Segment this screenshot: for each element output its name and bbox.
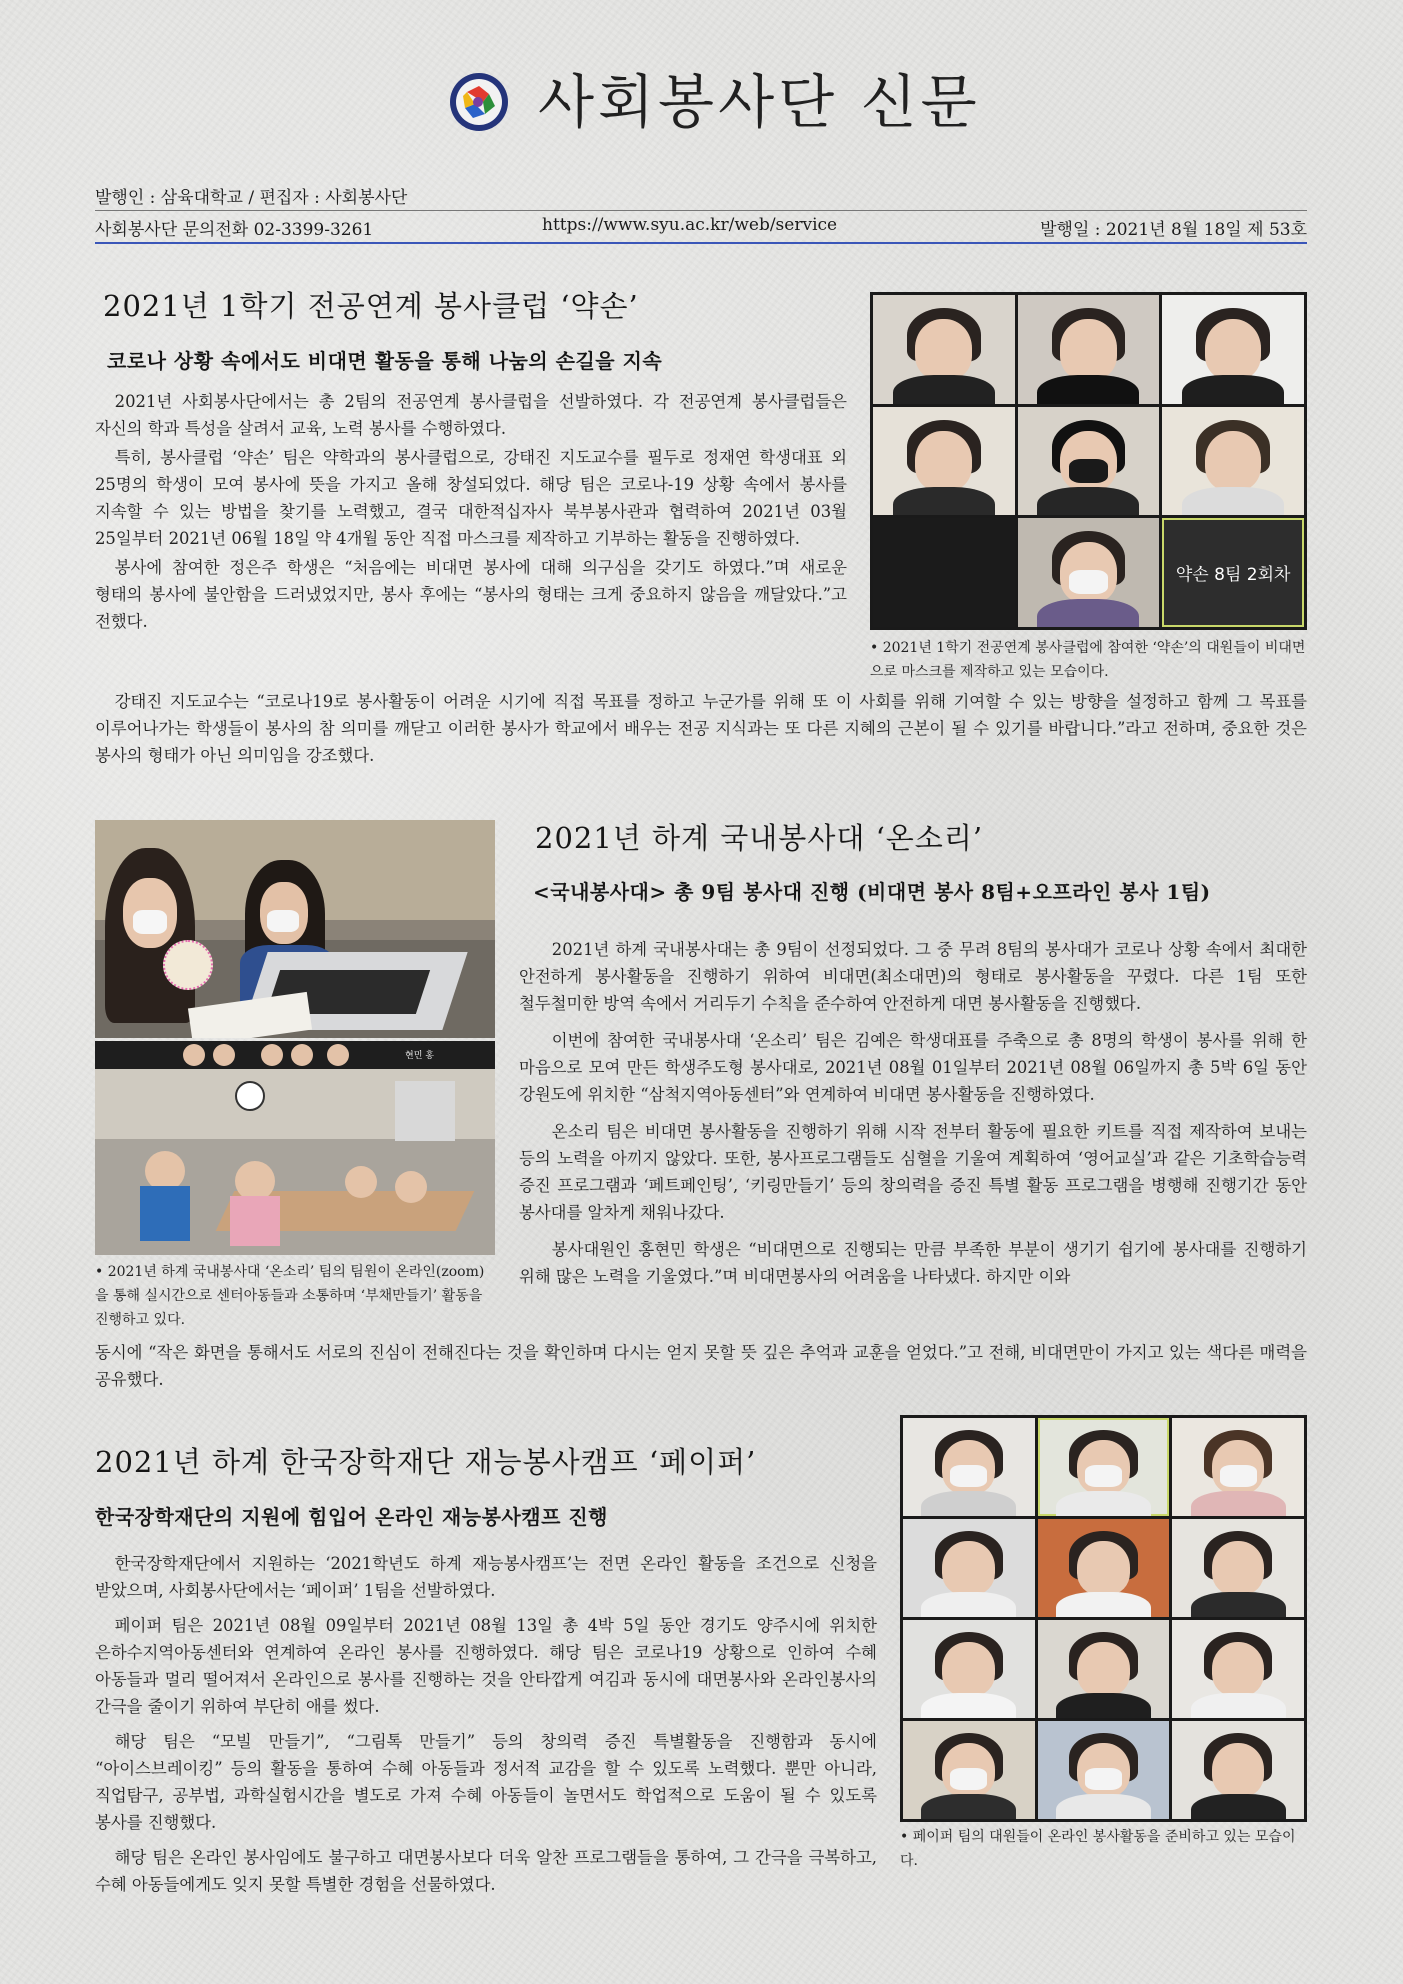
article2-paragraph-3: 온소리 팀은 비대면 봉사활동을 진행하기 위해 시작 전부터 활동에 필요한 키트를 직접 제작하여 보내는 등의 노력을 아끼지 않았다. 또한, 봉사프로그램들도 심혈을 기울여 계획하여 ‘영어교실’과 같은 기초학습능력 증진 프로그램과 ‘페트페인팅’, ‘키링만들기’ 등의 창의력을 증진 특별 활동 프로그램을 병행해 진행기간 동안 봉사대를 알차게 채워나갔다. [519,1122,1307,1222]
video-tile [1018,518,1160,627]
article2-paragraph-1: 2021년 하계 국내봉사대는 총 9팀이 선정되었다. 그 중 무려 8팀의 봉사대가 코로나 상황 속에서 최대한 안전하게 봉사활동을 진행하기 위하여 비대면(최소대면)의 형태로 봉사활동을 꾸렸다. 다른 1팀 또한 철두철미한 방역 속에서 거리두기 수칙을 준수하여 안전하게 대면 봉사활동을 진행했다. [519,940,1307,1013]
article2-body-wide [95,1339,1307,1395]
article3-caption: • 페이퍼 팀의 대원들이 온라인 봉사활동을 준비하고 있는 모습이다. [900,1829,1296,1869]
article1-caption: • 2021년 1학기 전공연계 봉사클럽에 참여한 ‘약손’의 대원들이 비대면으로 마스크를 제작하고 있는 모습이다. [870,640,1306,680]
header-blue-rule [95,242,1307,244]
video-tile-empty [873,518,1015,627]
article1-paragraph-2: 특히, 봉사클럽 ‘약손’ 팀은 약학과의 봉사클럽으로, 강태진 지도교수를 필두로 정재연 학생대표 외 25명의 학생이 모여 봉사에 뜻을 가지고 올해 창설되었다. 해당 팀은 코로나-19 상황 속에서 봉사를 지속할 수 있는 방법을 찾기를 노력했고, 결국 대한적십자사 북부봉사관과 협력하여 2021년 03월 25일부터 2021년 06월 18일 약 4개월 동안 직접 마스크를 제작하고 기부하는 활동을 진행하였다. [95,448,847,548]
video-tile [903,1418,1035,1516]
article2-title: 2021년 하계 국내봉사대 ‘온소리’ [535,821,984,855]
article3-paragraph-4: 해당 팀은 온라인 봉사임에도 불구하고 대면봉사보다 더욱 알찬 프로그램들을 통하여, 그 간극을 극복하고, 수혜 아동들에게도 잊지 못할 특별한 경험을 선물하였다. [95,1848,877,1894]
video-tile [1172,1519,1304,1617]
video-tile [873,407,1015,516]
website-link[interactable]: https://www.syu.ac.kr/web/service [542,215,838,235]
article1-paragraph-3: 봉사에 참여한 정은주 학생은 “처음에는 비대면 봉사에 대해 의구심을 갖기도 하였다.”며 새로운 형태의 봉사에 불안함을 드러냈었지만, 봉사 후에는 “봉사의 형태는 크게 중요하지 않음을 깨달았다.”고 전했다. [95,558,847,631]
session-label: 약손 8팀 2회차 [1162,518,1304,627]
article2-zoom-photo [95,1041,495,1255]
contact-phone: 사회봉사단 문의전화 02-3399-3261 [95,220,374,240]
newspaper-title: 사회봉사단 신문 [538,68,981,136]
article1-paragraph-1: 2021년 사회봉사단에서는 총 2팀의 전공연계 봉사클럽을 선발하였다. 각 전공연계 봉사클럽들은 자신의 학과 특성을 살려서 교육, 노력 봉사를 수행하였다. [95,392,847,438]
article3-paragraph-2: 페이퍼 팀은 2021년 08월 09일부터 2021년 08월 13일 총 4박 5일 동안 경기도 양주시에 위치한 은하수지역아동센터와 연계하여 온라인 봉사를 진행하였다. 해당 팀은 코로나19 상황으로 인하여 수혜 아동들과 멀리 떨어져서 온라인으로 봉사를 진행하는 것을 안타깝게 여김과 동시에 대면봉사와 온라인봉사의 간극을 줄이기 위하여 부단히 애를 썼다. [95,1616,877,1716]
article1-subtitle: 코로나 상황 속에서도 비대면 활동을 통해 나눔의 손길을 지속 [107,349,663,373]
header-divider [95,210,1307,211]
article1-body [95,388,847,637]
university-emblem-icon [449,72,509,132]
video-tile [1172,1721,1304,1819]
article3-paragraph-3: 해당 팀은 “모빌 만들기”, “그림톡 만들기” 등의 창의력 증진 특별활동을 진행함과 동시에 “아이스브레이킹” 등의 활동을 통하여 수혜 아동들과 정서적 교감을 할 수 있도록 노력했다. 뿐만 아니라, 직업탐구, 공부법, 과학실험시간을 별도로 가져 수혜 아동들이 놀면서도 학업적으로 도움이 될 수 있도록 봉사를 진행했다. [95,1732,877,1832]
article2-subtitle: <국내봉사대> 총 9팀 봉사대 진행 (비대면 봉사 8팀+오프라인 봉사 1팀) [533,880,1211,904]
video-tile [873,295,1015,404]
video-tile [1172,1418,1304,1516]
video-tile [903,1721,1035,1819]
article2-paragraph-4a: 봉사대원인 홍현민 학생은 “비대면으로 진행되는 만큼 부족한 부분이 생기기 쉽기에 봉사대를 진행하기 위해 많은 노력을 기울였다.”며 비대면봉사의 어려움을 나타냈다. 하지만 이와 [519,1240,1307,1286]
header-meta-row [95,215,1307,239]
video-tile [1038,1418,1170,1516]
article1-paragraph-4: 강태진 지도교수는 “코로나19로 봉사활동이 어려운 시기에 직접 목표를 정하고 누군가를 위해 또 이 사회를 위해 기여할 수 있는 방향을 설정하고 함께 그 목표를 이루어나가는 학생들이 봉사의 참 의미를 깨닫고 이러한 봉사가 학교에서 배우는 전공 지식과는 또 다른 지혜의 근본이 될 수 있기를 바랍니다.”라고 전하며, 중요한 것은 봉사의 형태가 아닌 의미임을 강조했다. [95,692,1307,765]
issue-date: 발행일 : 2021년 8월 18일 제 53호 [1040,220,1307,240]
video-tile [1038,1519,1170,1617]
article3-subtitle: 한국장학재단의 지원에 힘입어 온라인 재능봉사캠프 진행 [95,1505,608,1529]
article1-zoom-photo [870,292,1307,630]
video-tile [1038,1620,1170,1718]
article3-zoom-photo [900,1415,1307,1822]
video-tile [1038,1721,1170,1819]
video-tile [1162,295,1304,404]
video-tile [1162,407,1304,516]
article1-title: 2021년 1학기 전공연계 봉사클럽 ‘약손’ [103,289,639,323]
article2-caption: • 2021년 하계 국내봉사대 ‘온소리’ 팀의 팀원이 온라인(zoom)을 통해 실시간으로 센터아동들과 소통하며 ‘부채만들기’ 활동을 진행하고 있다. [95,1264,485,1328]
video-tile [1018,295,1160,404]
article3-title: 2021년 하계 한국장학재단 재능봉사캠프 ‘페이퍼’ [95,1445,757,1479]
video-tile [903,1519,1035,1617]
video-tile [1018,407,1160,516]
article1-body-wide [95,688,1307,771]
article2-classroom-photo [95,820,495,1038]
article3-body [95,1550,877,1900]
zoom-participant-name: 현민 홍 [405,1051,434,1061]
article2-body [519,936,1307,1292]
video-tile [903,1620,1035,1718]
article3-paragraph-1: 한국장학재단에서 지원하는 ‘2021학년도 하계 재능봉사캠프’는 전면 온라인 활동을 조건으로 신청을 받았으며, 사회봉사단에서는 ‘페이퍼’ 1팀을 선발하였다. [95,1554,877,1600]
article2-paragraph-4b: 동시에 “작은 화면을 통해서도 서로의 진심이 전해진다는 것을 확인하며 다시는 얻지 못할 뜻 깊은 추억과 교훈을 얻었다.”고 전해, 비대면만이 가지고 있는 색다른 매력을 공유했다. [95,1343,1307,1389]
article2-paragraph-2: 이번에 참여한 국내봉사대 ‘온소리’ 팀은 김예은 학생대표를 주축으로 총 8명의 학생이 봉사를 위해 한 마음으로 모여 만든 학생주도형 봉사대로, 2021년 08월 01일부터 2021년 08월 06일까지 총 5박 6일 동안 강원도에 위치한 “삼척지역아동센터”와 연계하여 비대면 봉사활동을 진행하였다. [519,1031,1307,1104]
publisher-info: 발행인 : 삼육대학교 / 편집자 : 사회봉사단 [95,188,408,208]
video-tile [1172,1620,1304,1718]
